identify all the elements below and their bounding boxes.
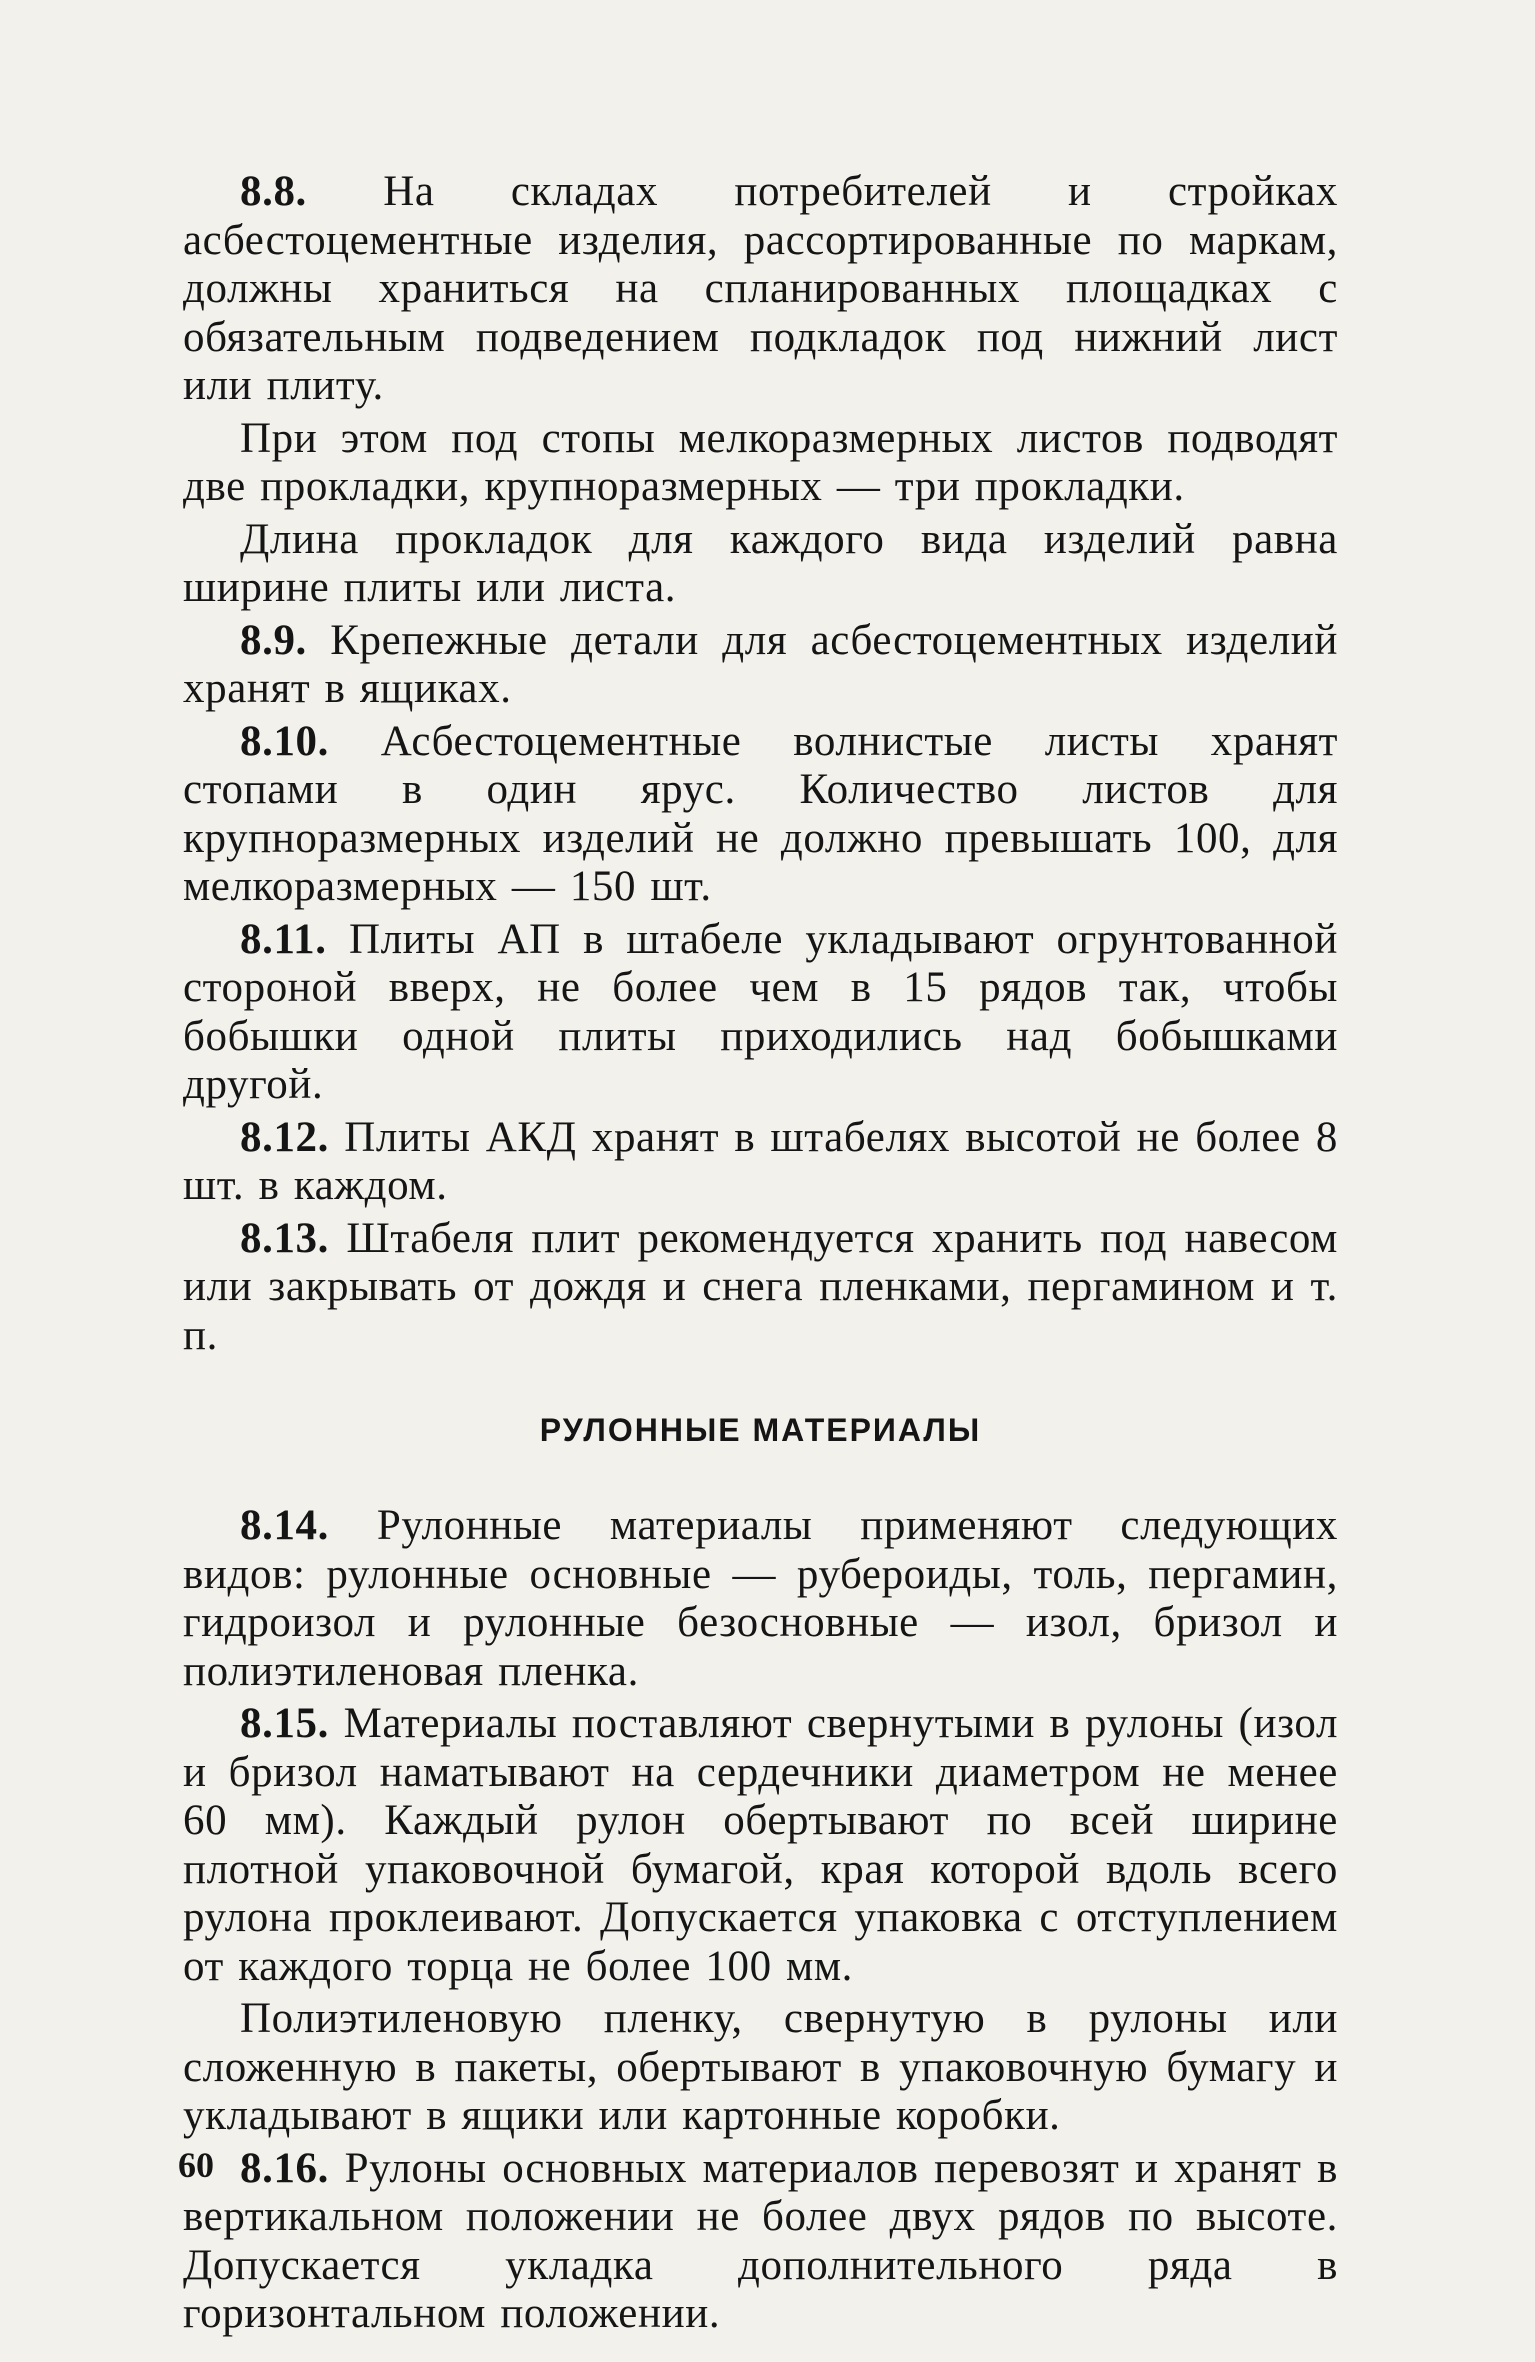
paragraph (183, 1995, 1338, 2141)
clause-number: 8.14. (240, 1502, 329, 1549)
paragraph-text: Материалы поставляют свернутыми в рулоны (изол и бризол наматывают на сердечники диаметром не менее 60 мм). Каждый рулон обертывают по всей ширине плотной упаковочной бумагой, края которой вдоль всего рулона проклеивают. Допускается упаковка с отступлением от каждого торца не более 100 мм. (183, 1700, 1339, 1990)
section-after-heading (183, 1502, 1338, 2339)
clause-number: 8.9. (240, 616, 307, 664)
paragraph-text: Плиты АКД хранят в штабелях высотой не более 8 шт. в каждом. (183, 1113, 1338, 1209)
paragraph-text: При этом под стопы мелкоразмерных листов подводят две прокладки, крупноразмерных — три прокладки. (183, 414, 1338, 510)
section-before-heading (183, 168, 1338, 1360)
clause-number: 8.15. (240, 1700, 329, 1747)
paragraph (183, 916, 1338, 1110)
page-body (183, 168, 1338, 2343)
paragraph (183, 1114, 1338, 1211)
clause-number: 8.10. (240, 717, 329, 765)
paragraph-text: Рулонные материалы применяют следующих видов: рулонные основные — рубероиды, толь, пергамин, гидроизол и рулонные безосновные — изол, бризол и полиэтиленовая пленка. (183, 1502, 1338, 1695)
paragraph (183, 718, 1338, 912)
paragraph (183, 168, 1338, 411)
paragraph-text: Рулоны основных материалов перевозят и хранят в вертикальном положении не более двух рядов по высоте. Допускается укладка дополнительного ряда в горизонтальном положении. (183, 2144, 1338, 2337)
clause-number: 8.13. (240, 1214, 329, 1262)
page-number: 60 (178, 2145, 214, 2185)
paragraph-text: Крепежные детали для асбестоцементных изделий хранят в ящиках. (183, 616, 1338, 712)
paragraph (183, 617, 1338, 714)
paragraph-text: Длина прокладок для каждого вида изделий равна ширине плиты или листа. (183, 515, 1338, 611)
paragraph (183, 516, 1338, 613)
clause-number: 8.8. (240, 168, 307, 215)
paragraph-text: Плиты АП в штабеле укладывают огрунтованной стороной вверх, не более чем в 15 рядов так, чтобы бобышки одной плиты приходились над бобышками другой. (183, 915, 1338, 1108)
paragraph-text: Полиэтиленовую пленку, свернутую в рулоны или сложенную в пакеты, обертывают в упаковочную бумагу и укладывают в ящики или картонные коробки. (183, 1995, 1338, 2139)
paragraph (183, 1700, 1338, 1991)
paragraph (183, 2145, 1338, 2339)
paragraph-text: Штабеля плит рекомендуется хранить под навесом или закрывать от дождя и снега пленками, пергамином и т. п. (183, 1214, 1338, 1359)
paragraph-text: Асбестоцементные волнистые листы хранят стопами в один ярус. Количество листов для крупноразмерных изделий не должно превышать 100, для мелкоразмерных — 150 шт. (183, 717, 1338, 910)
clause-number: 8.16. (240, 2144, 329, 2192)
paragraph (183, 415, 1338, 512)
paragraph-text: На складах потребителей и стройках асбестоцементные изделия, рассортированные по маркам, должны храниться на спланированных площадках с обязательным подведением подкладок под нижний лист или плиту. (183, 168, 1338, 409)
section-heading: РУЛОННЫЕ МАТЕРИАЛЫ (539, 1412, 982, 1448)
paragraph (183, 1502, 1338, 1696)
clause-number: 8.11. (240, 915, 327, 963)
paragraph (183, 1215, 1338, 1361)
clause-number: 8.12. (240, 1113, 329, 1161)
